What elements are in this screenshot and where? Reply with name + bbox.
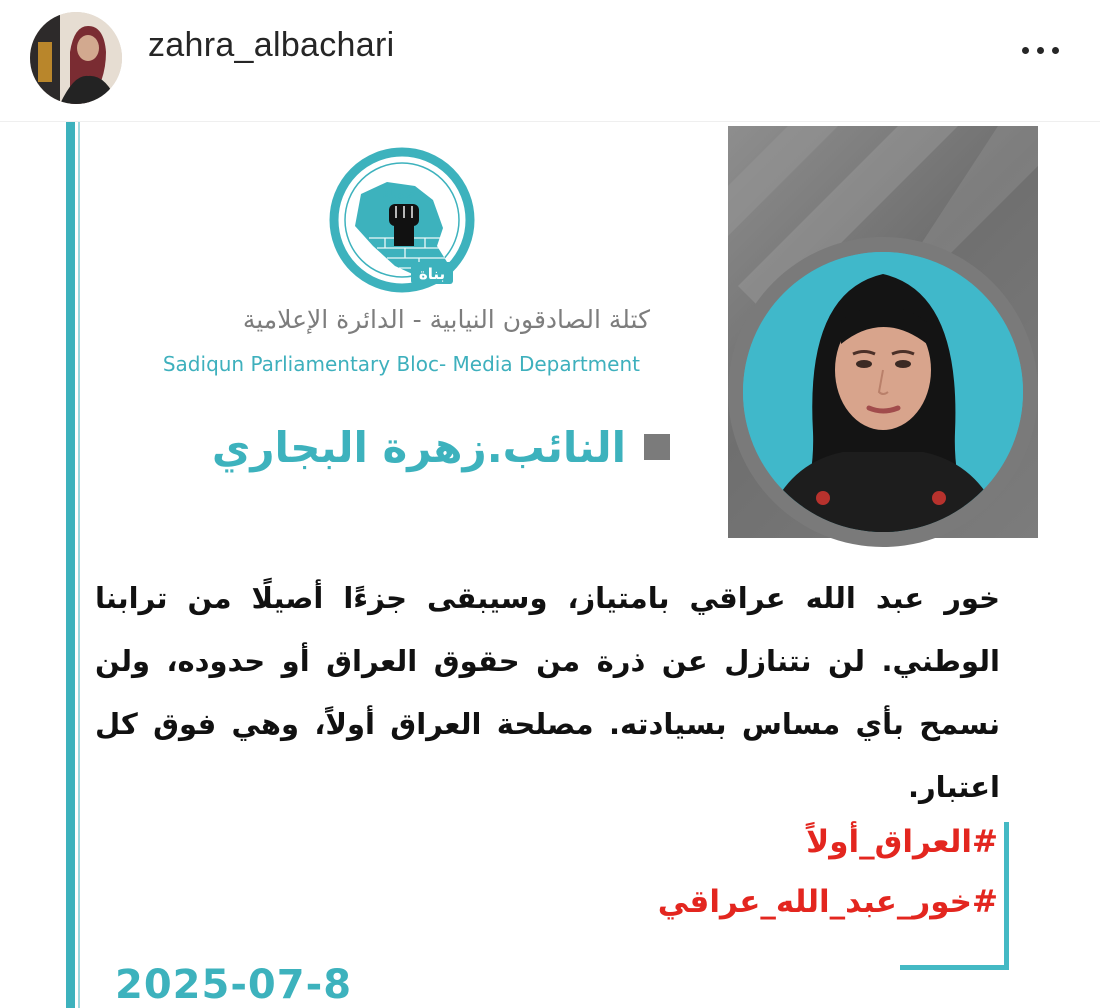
statement-text: خور عبد الله عراقي بامتياز، وسيبقى جزءًا أصيلًا من ترابنا الوطني. لن نتنازل عن ذرة من حقوق العراق أو حدوده، ولن نسمح بأي مساس بسيادته. مصلحة العراق أولاً، وهي فوق كل اعتبار. [95,581,1000,804]
logo-word-top: حماة [382,186,416,202]
mp-name: النائب.زهرة البجاري [211,422,626,472]
post-header [0,0,1100,122]
square-bullet-icon [644,434,670,460]
corner-accent-vertical [1004,822,1009,970]
more-horizontal-icon [1037,47,1044,54]
mp-title-row [120,417,680,477]
more-options-button[interactable] [1010,30,1070,70]
avatar[interactable] [30,12,122,104]
bloc-name-arabic: كتلة الصادقون النيابية - الدائرة الإعلامية [242,305,650,334]
more-horizontal-icon [1052,47,1059,54]
mp-portrait-photo [743,252,1023,532]
username-link[interactable]: zahra_albachari [148,26,395,64]
more-horizontal-icon [1022,47,1029,54]
left-accent-line [78,122,80,1008]
left-accent-bar [66,122,75,1008]
hashtag: #العراق_أولاً [806,824,998,860]
bloc-name-english: Sadiqun Parliamentary Bloc- Media Department [162,352,640,376]
bloc-logo [325,142,480,302]
hashtag: #خور_عبد_الله_عراقي [657,884,998,920]
corner-accent-horizontal [900,965,1009,970]
avatar-photo [30,12,122,104]
logo-word-bottom: بناة [418,265,446,283]
hashtag-list [560,812,998,932]
post-image[interactable] [0,122,1100,1008]
portrait-illustration [743,252,1023,532]
post-date: 2025-07-8 [115,962,353,1008]
